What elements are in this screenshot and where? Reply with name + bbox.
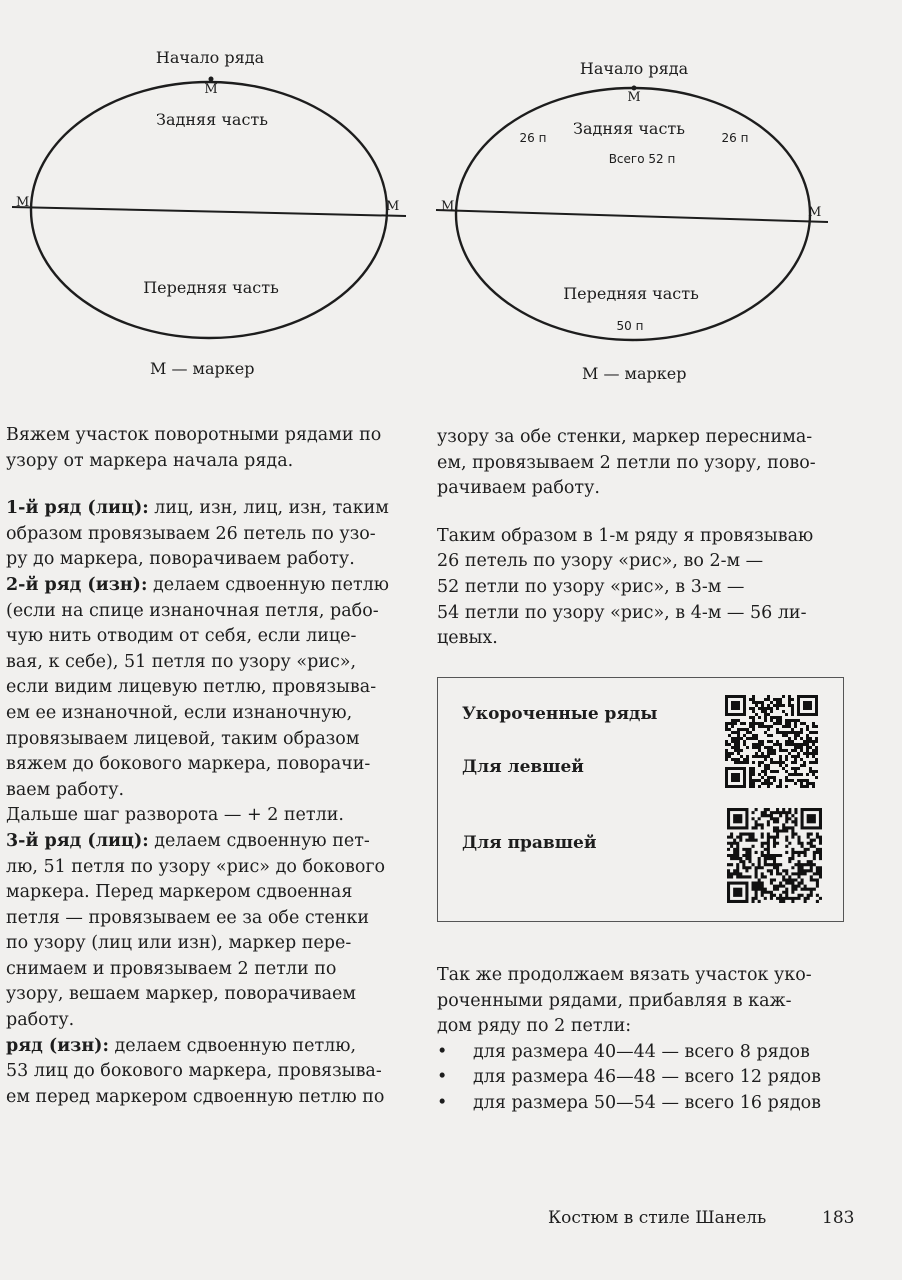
text-line: провязываем лицевой, таким образом: [6, 728, 360, 749]
short-rows-video-box: [437, 677, 844, 922]
start-dot: [209, 77, 214, 82]
size-list: [437, 1040, 821, 1117]
text-line: ваем работу.: [6, 779, 125, 800]
text-line: по узору (лиц или изн), маркер пере-: [6, 933, 352, 954]
text-line: рачиваем работу.: [437, 478, 600, 499]
text-line: ем ее изнаночной, если изнаночную,: [6, 702, 353, 723]
back-part-label: Задняя часть: [156, 110, 268, 129]
text-line: если видим лицевую петлю, провязыва-: [6, 677, 377, 698]
text-line: Вяжем участок поворотными рядами по: [6, 425, 382, 445]
qr-code-left-handed[interactable]: [725, 695, 818, 788]
row-3-instruction: 3-й ряд (лиц): делаем сдвоенную пет-: [6, 830, 370, 851]
row-2-instruction: 2-й ряд (изн): делаем сдвоенную петлю: [6, 574, 389, 595]
side-line-left: [12, 207, 406, 216]
text-line: работу.: [6, 1010, 75, 1031]
row-label: 2-й ряд (изн):: [6, 574, 148, 595]
row-1-instruction: 1-й ряд (лиц): лиц, изн, лиц, изн, таким: [6, 498, 389, 519]
row-label: 1-й ряд (лиц):: [6, 498, 149, 519]
row-label: 3-й ряд (лиц):: [6, 830, 149, 851]
front-part-label: Передняя часть: [143, 278, 279, 297]
text-line: снимаем и провязываем 2 петли по: [6, 958, 337, 979]
text-line: ру до маркера, поворачиваем работу.: [6, 549, 355, 570]
text-line: ем перед маркером сдвоенную петлю по: [6, 1086, 385, 1107]
row-4-instruction: ряд (изн): делаем сдвоенную петлю,: [6, 1035, 357, 1056]
row-diagram-left: [0, 40, 420, 350]
right-handed-label: Для правшей: [462, 833, 597, 853]
list-item: • для размера 50—54 — всего 16 рядов: [437, 1091, 821, 1117]
right-text-column-top: [437, 425, 816, 652]
left-text-column: [6, 423, 389, 1110]
text-line: узору за обе стенки, маркер переснима-: [437, 427, 813, 447]
text-line: лю, 51 петля по узору «рис» до бокового: [6, 856, 386, 877]
text-line: узору, вешаем маркер, поворачиваем: [6, 984, 357, 1005]
text-line: 26 петель по узору «рис», во 2-м —: [437, 551, 764, 572]
text-line: ем, провязываем 2 петли по узору, пово-: [437, 452, 816, 473]
box-title: Укороченные ряды: [462, 704, 658, 724]
stitch-count-right: 26 п: [721, 131, 749, 145]
text-line: чую нить отводим от себя, если лице-: [6, 626, 357, 647]
text-line: 53 лиц до бокового маркера, провязыва-: [6, 1061, 382, 1082]
text-line: петля — провязываем ее за обе стенки: [6, 907, 369, 928]
marker-right: М: [808, 205, 822, 220]
side-line-right: [436, 210, 828, 222]
text-line: Так же продолжаем вязать участок уко-: [437, 965, 812, 985]
row-diagram-right: [430, 50, 870, 350]
marker-left: М: [441, 199, 455, 214]
legend-caption-left: М — маркер: [150, 359, 255, 378]
row-start-label: Начало ряда: [155, 48, 265, 67]
stitch-count-left: 26 п: [519, 131, 547, 145]
front-part-label: Передняя часть: [563, 284, 699, 303]
text-line: дом ряду по 2 петли:: [437, 1016, 632, 1037]
text-line: вая, к себе), 51 петля по узору «рис»,: [6, 651, 357, 672]
list-item: • для размера 40—44 — всего 8 рядов: [437, 1040, 821, 1066]
left-handed-label: Для левшей: [462, 757, 584, 777]
row-start-label: Начало ряда: [579, 59, 689, 78]
text-line: Таким образом в 1-м ряду я провязываю: [437, 525, 814, 546]
text-line: цевых.: [437, 628, 498, 649]
text-line: образом провязываем 26 петель по узо-: [6, 523, 376, 544]
text-line: вяжем до бокового маркера, поворачи-: [6, 754, 371, 775]
text-line: (если на спице изнаночная петля, рабо-: [6, 600, 379, 621]
running-footer-title: Костюм в стиле Шанель: [548, 1208, 767, 1228]
marker-top: М: [204, 82, 218, 97]
list-item: • для размера 46—48 — всего 12 рядов: [437, 1065, 821, 1091]
text-line: роченными рядами, прибавляя в каж-: [437, 990, 792, 1011]
qr-code-right-handed[interactable]: [727, 808, 822, 903]
stitch-total: Всего 52 п: [608, 152, 676, 166]
text-line: 52 петли по узору «рис», в 3-м —: [437, 576, 745, 597]
text-line: 54 петли по узору «рис», в 4-м — 56 ли-: [437, 602, 807, 623]
marker-top: М: [627, 90, 641, 105]
back-part-label: Задняя часть: [573, 119, 685, 138]
legend-caption-right: М — маркер: [582, 364, 687, 383]
row-label: ряд (изн):: [6, 1035, 109, 1056]
marker-left: М: [16, 195, 30, 210]
right-text-column-bottom: [437, 963, 821, 1117]
text-line: маркера. Перед маркером сдвоенная: [6, 882, 353, 903]
step-note: Дальше шаг разворота — + 2 петли.: [6, 805, 344, 826]
text-line: узору от маркера начала ряда.: [6, 450, 294, 471]
marker-right: М: [386, 199, 400, 214]
front-stitch-count: 50 п: [616, 319, 644, 333]
page-number: 183: [822, 1208, 855, 1228]
